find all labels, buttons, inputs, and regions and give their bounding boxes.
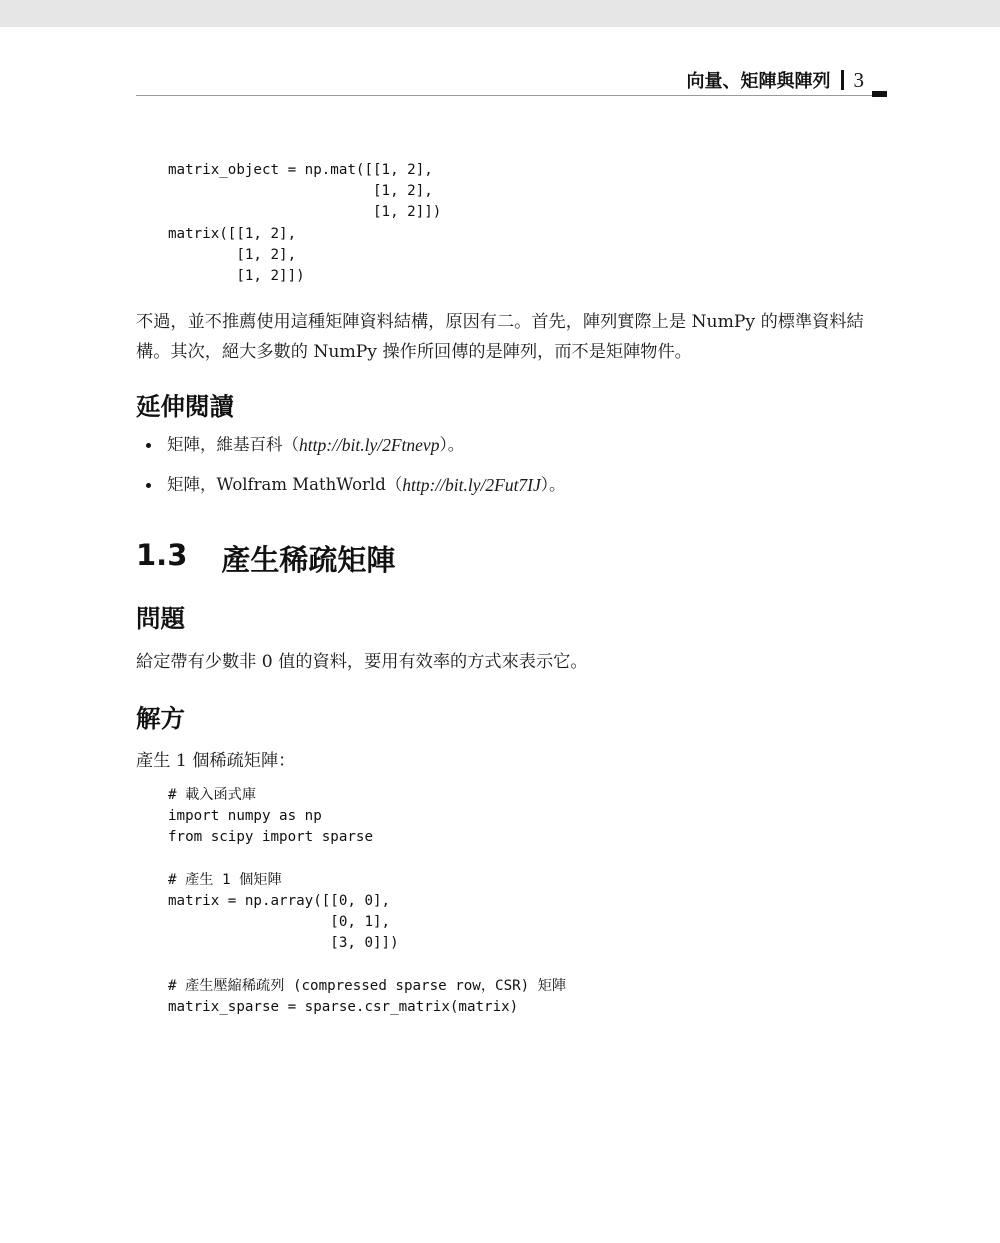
page-number: 3 [853, 67, 864, 92]
section-number: 1.3 [136, 538, 188, 572]
code-line: # 產生壓縮稀疏列 (compressed sparse row，CSR) 矩陣 [168, 977, 567, 994]
section-heading [136, 538, 395, 579]
code-line: # 載入函式庫 [168, 787, 257, 803]
code-line: [1, 2], [168, 246, 297, 263]
header-rule [136, 95, 886, 96]
problem-text: 給定帶有少數非 0 值的資料，要用有效率的方式來表示它。 [136, 652, 588, 672]
paragraph-arrays-vs-matrix: 不過，並不推薦使用這種矩陣資料結構，原因有二。首先，陣列實際上是 NumPy 的標準資料結構。其次，絕大多數的 NumPy 操作所回傳的是陣列，而不是矩陣物件。 [136, 312, 864, 362]
code-line: matrix([[1, 2], [168, 225, 297, 242]
code-line: matrix_object = np.mat([[1, 2], [168, 162, 433, 178]
reading-item-end: ）。 [540, 475, 566, 494]
code-line [168, 849, 566, 870]
reading-item-link[interactable]: http://bit.ly/2Ftnevp [299, 435, 440, 455]
reading-item-text: 矩陣，維基百科（ [167, 435, 299, 454]
heading-further-reading: 延伸閱讀 [136, 392, 234, 421]
code-line: [1, 2]]) [168, 268, 305, 285]
header-separator [841, 70, 844, 90]
code-line: [3, 0]]) [168, 935, 399, 952]
code-block-1 [168, 160, 441, 287]
heading-solution: 解方 [136, 704, 185, 733]
bullet-icon [146, 443, 151, 448]
code-line: [0, 1], [168, 914, 391, 931]
further-reading-list [146, 432, 566, 512]
reading-item-text: 矩陣，Wolfram MathWorld（ [167, 475, 403, 494]
reading-item-end: ）。 [439, 435, 465, 454]
running-header [687, 66, 865, 94]
list-item [146, 432, 566, 458]
code-line: matrix = np.array([[0, 0], [168, 893, 391, 910]
list-item [146, 472, 566, 498]
bullet-icon [146, 483, 151, 488]
header-mark [872, 91, 887, 97]
heading-problem: 問題 [136, 604, 185, 633]
section-title: 產生稀疏矩陣 [221, 543, 396, 577]
top-scan-bar [0, 0, 1000, 27]
code-line: [1, 2]]) [168, 204, 442, 221]
chapter-title: 向量、矩陣與陣列 [686, 71, 831, 92]
solution-intro: 產生 1 個稀疏矩陣： [136, 751, 296, 771]
code-line: matrix_sparse = sparse.csr_matrix(matrix) [168, 999, 519, 1016]
code-line: [1, 2], [168, 183, 433, 200]
code-line: from scipy import sparse [168, 829, 373, 846]
reading-item-link[interactable]: http://bit.ly/2Fut7IJ [402, 475, 541, 495]
code-block-2 [168, 785, 566, 1018]
code-line [168, 955, 566, 976]
code-line: # 產生 1 個矩陣 [168, 871, 282, 888]
code-line: import numpy as np [168, 808, 322, 825]
